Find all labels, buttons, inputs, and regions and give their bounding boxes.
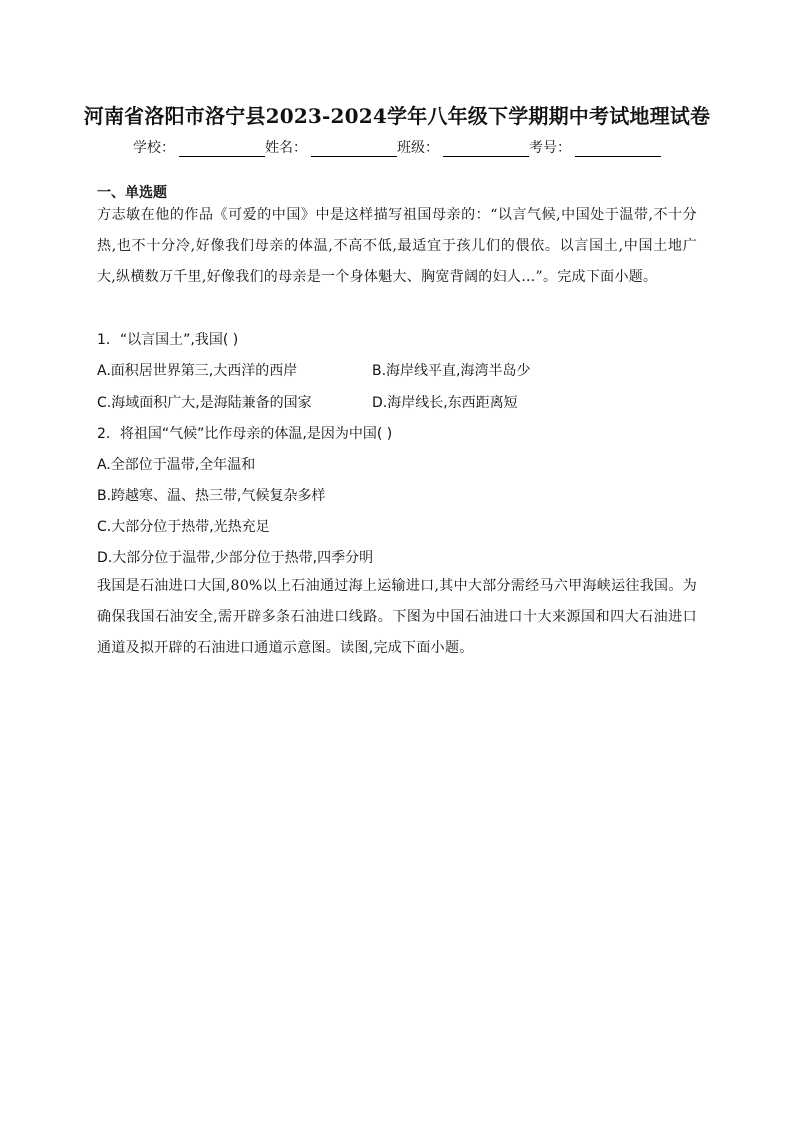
name-label: 姓名： <box>265 140 307 156</box>
section-heading: 一、单选题 <box>97 185 167 201</box>
question-1-option-a: A.面积居世界第三,大西洋的西岸 <box>97 363 298 379</box>
question-2-option-b: B.跨越寒、温、热三带,气候复杂多样 <box>97 488 326 504</box>
name-blank <box>311 142 397 157</box>
exam-title: 河南省洛阳市洛宁县2023-2024学年八年级下学期期中考试地理试卷 <box>83 104 711 128</box>
question-2-option-d: D.大部分位于温带,少部分位于热带,四季分明 <box>97 550 374 566</box>
exam-number-label: 考号： <box>529 140 571 156</box>
class-blank <box>443 142 529 157</box>
exam-number-blank <box>575 142 661 157</box>
question-1-stem: 1．“以言国土”,我国( ) <box>97 332 239 348</box>
school-blank <box>179 142 265 157</box>
exam-number-field <box>529 137 661 157</box>
school-field <box>133 137 265 157</box>
student-info-line <box>0 137 794 157</box>
question-2-option-a: A.全部位于温带,全年温和 <box>97 457 256 473</box>
question-1-options-row-2 <box>97 392 518 412</box>
question-2-option-c: C.大部分位于热带,光热充足 <box>97 519 270 535</box>
reading-passage-1: 方志敏在他的作品《可爱的中国》中是这样描写祖国母亲的：“以言气候,中国处于温带,不十分热,也不十分冷,好像我们母亲的体温,不高不低,最适宜于孩儿们的偎依。以言国土,中国土地广大,纵横数万千里,好像我们的母亲是一个身体魁大、胸宽背阔的妇人…”。完成下面小题。 <box>97 207 697 285</box>
school-label: 学校： <box>133 140 175 156</box>
question-2-stem: 2．将祖国“气候”比作母亲的体温,是因为中国( ) <box>97 426 393 442</box>
class-label: 班级： <box>397 140 439 156</box>
reading-passage-2: 我国是石油进口大国,80%以上石油通过海上运输进口,其中大部分需经马六甲海峡运往我国。为确保我国石油安全,需开辟多条石油进口线路。下图为中国石油进口十大来源国和四大石油进口通道及拟开辟的石油进口通道示意图。读图,完成下面小题。 <box>97 578 697 656</box>
name-field <box>265 137 397 157</box>
question-1-option-d: D.海岸线长,东西距离短 <box>372 395 518 411</box>
question-1-option-c: C.海域面积广大,是海陆兼备的国家 <box>97 395 312 411</box>
question-1-option-b: B.海岸线平直,海湾半岛少 <box>372 363 531 379</box>
class-field <box>397 137 529 157</box>
question-1-options-row-1 <box>97 360 531 380</box>
